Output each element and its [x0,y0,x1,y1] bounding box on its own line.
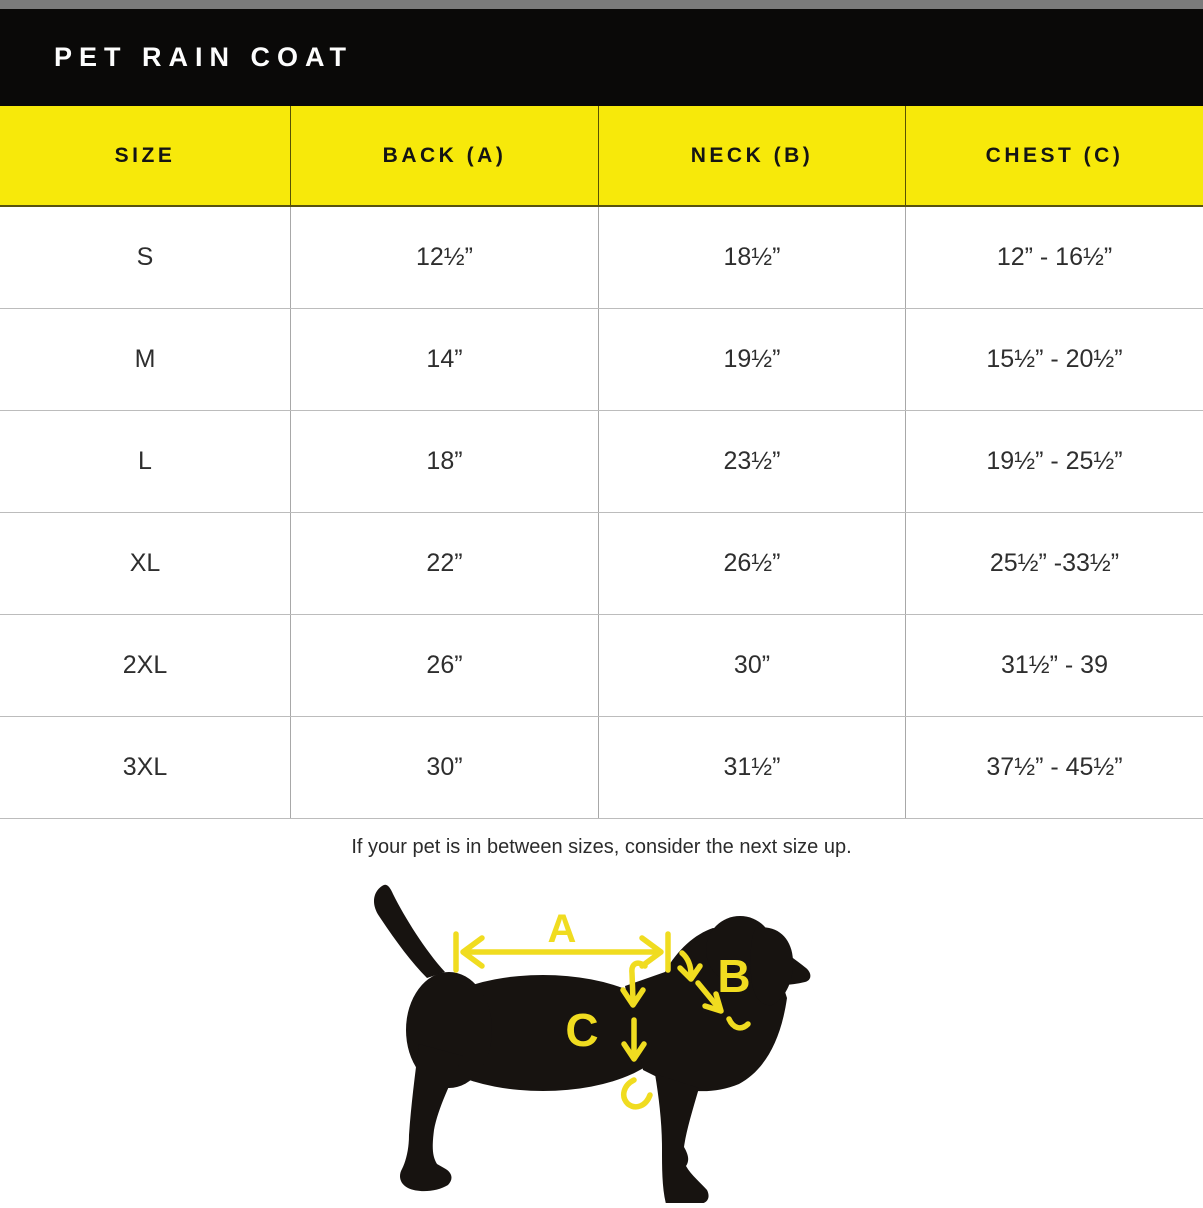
chest-cell: 15½” - 20½” [905,309,1203,410]
back-cell: 14” [290,309,598,410]
size-cell: M [134,345,156,373]
table-row [0,411,1203,513]
label-C: C [565,1004,599,1056]
chest-cell: 12” - 16½” [905,207,1203,308]
chest-cell: 37½” - 45½” [905,717,1203,818]
neck-cell: 31½” [598,717,905,818]
chest-cell: 25½” -33½” [905,513,1203,614]
chest-cell: 19½” - 25½” [905,411,1203,512]
table-body [0,207,1203,819]
table-header-row [0,106,1203,207]
column-header-size: SIZE [114,143,176,167]
sizing-note: If your pet is in between sizes, consider the next size up. [351,836,852,858]
back-cell: 22” [290,513,598,614]
label-B: B [717,950,751,1002]
neck-cell: 30” [598,615,905,716]
neck-cell: 18½” [598,207,905,308]
label-A: A [547,907,577,951]
table-row [0,309,1203,411]
neck-cell: 26½” [598,513,905,614]
size-cell: S [136,243,154,271]
back-cell: 30” [290,717,598,818]
dog-front-leg [655,1074,709,1203]
measurement-diagram [325,878,885,1203]
back-cell: 18” [290,411,598,512]
dog-ear [751,927,793,1005]
table-row [0,207,1203,309]
size-cell: 3XL [122,753,168,781]
neck-cell: 23½” [598,411,905,512]
table-row [0,615,1203,717]
back-cell: 12½” [290,207,598,308]
chest-cell: 31½” - 39 [905,615,1203,716]
size-cell: 2XL [122,651,168,679]
page-title: PET RAIN COAT [54,42,353,72]
title-bar [0,9,1203,106]
dog-rear-leg [400,1044,463,1191]
back-cell: 26” [290,615,598,716]
table-row [0,717,1203,819]
top-gray-bar [0,0,1203,9]
column-header-back: BACK (A) [290,106,598,205]
column-header-chest: CHEST (C) [905,106,1203,205]
size-cell: XL [129,549,161,577]
neck-cell: 19½” [598,309,905,410]
size-cell: L [138,447,152,475]
table-row [0,513,1203,615]
dog-tail [374,885,445,978]
column-header-neck: NECK (B) [598,106,905,205]
